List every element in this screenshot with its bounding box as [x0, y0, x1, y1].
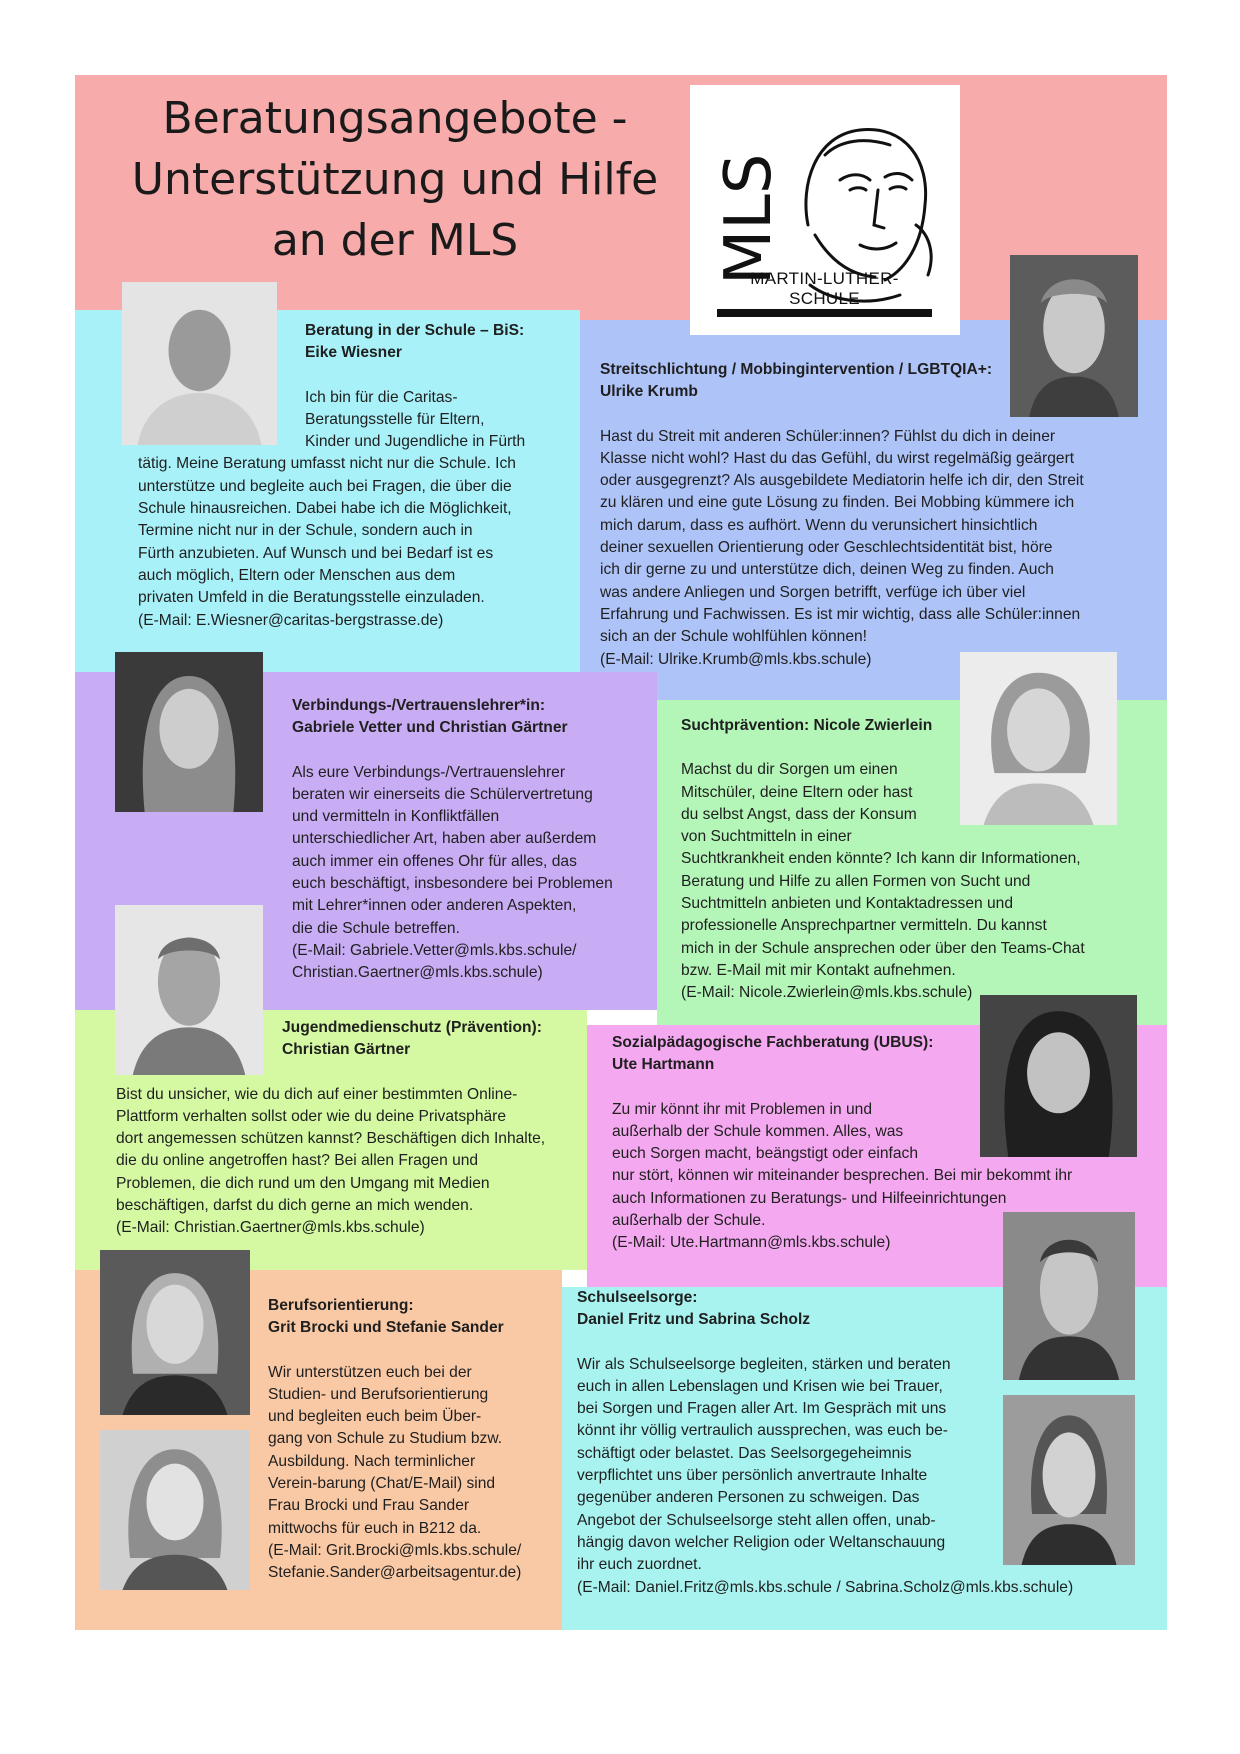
- bis-intro-line: Beratungsstelle für Eltern,: [305, 410, 485, 428]
- section-sozial: [612, 1032, 1152, 1255]
- sucht-body-line: Suchtkrankheit enden könnte? Ich kann dir Informationen,: [681, 850, 1081, 868]
- bis-body-line: unterstütze und begleite auch bei Fragen, die über die: [138, 477, 512, 495]
- beruf-heading-line-2: Grit Brocki und Stefanie Sander: [268, 1319, 504, 1337]
- vertrauen-body-line: Als eure Verbindungs-/Vertrauenslehrer: [292, 763, 566, 781]
- seelsorge-body-line: gegenüber anderen Personen zu schweigen. Das: [577, 1489, 920, 1507]
- sucht-body-line: von Suchtmitteln in einer: [681, 828, 852, 846]
- medien-body-line: die du online angetroffen hast? Bei allen Fragen und: [116, 1152, 479, 1170]
- bis-intro: [305, 387, 568, 454]
- sozial-body-line: euch Sorgen macht, beängstigt oder einfach: [612, 1145, 919, 1163]
- streit-body-line: Klasse nicht wohl? Hast du das Gefühl, du wirst regelmäßig geärgert: [600, 449, 1075, 467]
- medien-email[interactable]: (E-Mail: Christian.Gaertner@mls.kbs.schule): [116, 1219, 425, 1237]
- seelsorge-body-line: verpflichtet uns über persönlich anvertraute Inhalte: [577, 1467, 928, 1485]
- sucht-heading: Suchtprävention: Nicole Zwierlein: [681, 717, 933, 734]
- bis-body-line: privaten Umfeld in die Beratungsstelle einzuladen.: [138, 589, 485, 607]
- vertrauen-body-line: unterschiedlicher Art, haben aber außerdem: [292, 830, 597, 848]
- title-line-2: Unterstützung und Hilfe: [131, 154, 659, 205]
- vertrauen-heading-line-2: Gabriele Vetter und Christian Gärtner: [292, 719, 568, 737]
- section-beruf: [268, 1295, 558, 1585]
- streit-heading-line-1: Streitschlichtung / Mobbingintervention / LGBTQIA+:: [600, 361, 993, 378]
- photo-gabriele-vetter: [115, 652, 263, 812]
- beruf-body-line: und begleiten euch beim Über-: [268, 1408, 482, 1426]
- vertrauen-body-line: auch immer ein offenes Ohr für alles, das: [292, 852, 577, 870]
- streit-body-line: oder ausgegrenzt? Als ausgebildete Mediatorin helfe ich dir, den Streit: [600, 472, 1084, 490]
- streit-body-line: sich an der Schule wohlfühlen können!: [600, 628, 868, 646]
- bis-body-line: auch möglich, Eltern oder Menschen aus dem: [138, 566, 456, 584]
- sucht-email[interactable]: (E-Mail: Nicole.Zwierlein@mls.kbs.schule): [681, 984, 973, 1002]
- vertrauen-body-line: und vermitteln in Konfliktfällen: [292, 808, 500, 826]
- logo-underline: [717, 309, 932, 317]
- logo-letters: MLS: [712, 153, 786, 285]
- beruf-body-line: Studien- und Berufsorientierung: [268, 1385, 489, 1403]
- title-line-3: an der MLS: [271, 215, 519, 266]
- streit-body-line: Erfahrung und Fachwissen. Es ist mir wichtig, dass alle Schüler:innen: [600, 605, 1081, 623]
- sozial-body-line: außerhalb der Schule.: [612, 1212, 766, 1230]
- vertrauen-heading-line-1: Verbindungs-/Vertrauenslehrer*in:: [292, 697, 546, 714]
- section-sucht: [681, 715, 1151, 1005]
- photo-grit-brocki: [100, 1250, 250, 1415]
- sozial-heading-line-1: Sozialpädagogische Fachberatung (UBUS):: [612, 1034, 934, 1051]
- school-logo: [690, 85, 960, 335]
- page-title: [105, 88, 685, 271]
- section-seelsorge: [577, 1287, 1097, 1599]
- vertrauen-body-line: mit Lehrer*innen oder anderen Aspekten,: [292, 897, 577, 915]
- sozial-body-line: nur stört, können wir miteinander besprechen. Bei mir bekommt ihr: [612, 1167, 1073, 1185]
- bis-heading-line-2: Eike Wiesner: [305, 344, 402, 362]
- seelsorge-body-line: könnt ihr völlig vertraulich aussprechen, was euch be-: [577, 1422, 948, 1440]
- sucht-body-line: professionelle Ansprechpartner vermitteln. Du kannst: [681, 917, 1047, 935]
- sozial-body-line: auch Informationen zu Beratungs- und Hilfeeinrichtungen: [612, 1189, 1007, 1207]
- sozial-body-line: Zu mir könnt ihr mit Problemen in und: [612, 1100, 872, 1118]
- beruf-body-line: Ausbildung. Nach terminlicher: [268, 1452, 476, 1470]
- sucht-body-line: du selbst Angst, dass der Konsum: [681, 805, 917, 823]
- beruf-email-2[interactable]: Stefanie.Sander@arbeitsagentur.de): [268, 1564, 522, 1582]
- streit-heading-line-2: Ulrike Krumb: [600, 383, 698, 401]
- sucht-body-line: Machst du dir Sorgen um einen: [681, 761, 898, 779]
- beruf-email-1[interactable]: (E-Mail: Grit.Brocki@mls.kbs.schule/: [268, 1541, 522, 1559]
- seelsorge-body-line: ihr euch zuordnet.: [577, 1556, 702, 1574]
- sozial-heading-line-2: Ute Hartmann: [612, 1056, 715, 1074]
- bis-heading-line-1: Beratung in der Schule – BiS:: [305, 322, 525, 339]
- medien-body-line: Plattform verhalten sollst oder wie du deine Privatsphäre: [116, 1107, 507, 1125]
- seelsorge-body-line: hängig davon welcher Religion oder Weltanschauung: [577, 1533, 946, 1551]
- streit-body-line: mich darum, dass es aufhört. Wenn du verunsichert hinsichtlich: [600, 516, 1038, 534]
- seelsorge-body-line: Wir als Schulseelsorge begleiten, stärken und beraten: [577, 1355, 951, 1373]
- sucht-body-line: Suchtmitteln anbieten und Kontaktadressen und: [681, 895, 1014, 913]
- beruf-body-line: Wir unterstützen euch bei der: [268, 1363, 472, 1381]
- seelsorge-email[interactable]: (E-Mail: Daniel.Fritz@mls.kbs.schule / Sabrina.Scholz@mls.kbs.schule): [577, 1578, 1074, 1596]
- seelsorge-body-line: schäftigt oder belastet. Das Seelsorgegeheimnis: [577, 1444, 912, 1462]
- bis-intro-line: Ich bin für die Caritas-: [305, 388, 458, 406]
- beruf-body-line: mittwochs für euch in B212 da.: [268, 1519, 482, 1537]
- vertrauen-body-line: beraten wir einerseits die Schülervertretung: [292, 785, 593, 803]
- seelsorge-heading-line-2: Daniel Fritz und Sabrina Scholz: [577, 1311, 811, 1329]
- seelsorge-body-line: euch in allen Lebenslagen und Krisen wie bei Trauer,: [577, 1377, 943, 1395]
- beruf-heading-line-1: Berufsorientierung:: [268, 1297, 414, 1314]
- seelsorge-heading-line-1: Schulseelsorge:: [577, 1289, 698, 1306]
- seelsorge-body-line: bei Sorgen und Fragen aller Art. Im Gespräch mit uns: [577, 1400, 947, 1418]
- vertrauen-email-2[interactable]: Christian.Gaertner@mls.kbs.schule): [292, 964, 543, 982]
- medien-body-line: Problemen, die dich rund um den Umgang mit Medien: [116, 1174, 490, 1192]
- section-bis: [138, 320, 568, 632]
- streit-body-line: ich dir gerne zu und unterstütze dich, deinen Weg zu finden. Auch: [600, 561, 1054, 579]
- bis-body-line: Fürth anzubieten. Auf Wunsch und bei Bedarf ist es: [138, 544, 494, 562]
- medien-heading: [282, 1017, 586, 1062]
- sucht-body-line: mich in der Schule ansprechen oder über den Teams-Chat: [681, 939, 1085, 957]
- sucht-body-line: bzw. E-Mail mit mir Kontakt aufnehmen.: [681, 961, 956, 979]
- bis-intro-line: Kinder und Jugendliche in Fürth: [305, 433, 526, 451]
- streit-body-line: deiner sexuellen Orientierung oder Geschlechtsidentität bist, höre: [600, 539, 1053, 557]
- medien-body-line: beschäftigen, darfst du dich gerne an mich wenden.: [116, 1197, 474, 1215]
- medien-body-line: dort angemessen schützen kannst? Beschäftigen dich Inhalte,: [116, 1130, 546, 1148]
- sozial-email[interactable]: (E-Mail: Ute.Hartmann@mls.kbs.schule): [612, 1234, 891, 1252]
- section-medien: [116, 1017, 586, 1240]
- seelsorge-body-line: Angebot der Schulseelsorge steht allen offen, unab-: [577, 1511, 936, 1529]
- bis-email[interactable]: (E-Mail: E.Wiesner@caritas-bergstrasse.de): [138, 611, 444, 629]
- bis-body-line: Termine nicht nur in der Schule, sondern auch in: [138, 522, 473, 540]
- section-streit: [600, 359, 1140, 671]
- streit-email[interactable]: (E-Mail: Ulrike.Krumb@mls.kbs.schule): [600, 650, 872, 668]
- medien-heading-line-1: Jugendmedienschutz (Prävention):: [282, 1019, 542, 1036]
- beruf-body-line: Verein-barung (Chat/E-Mail) sind: [268, 1475, 496, 1493]
- medien-body-line: Bist du unsicher, wie du dich auf einer bestimmten Online-: [116, 1085, 518, 1103]
- vertrauen-body-line: euch beschäftigt, insbesondere bei Problemen: [292, 875, 613, 893]
- sucht-body-line: Mitschüler, deine Eltern oder hast: [681, 783, 913, 801]
- beruf-body-line: Frau Brocki und Frau Sander: [268, 1497, 470, 1515]
- sucht-body-line: Beratung und Hilfe zu allen Formen von Sucht und: [681, 872, 1031, 890]
- streit-body-line: was andere Anliegen und Sorgen betrifft, verfüge ich über viel: [600, 583, 1026, 601]
- bis-heading: [305, 320, 568, 365]
- streit-body-line: Hast du Streit mit anderen Schüler:innen? Fühlst du dich in deiner: [600, 427, 1056, 445]
- sozial-body-line: außerhalb der Schule kommen. Alles, was: [612, 1122, 904, 1140]
- photo-stefanie-sander: [100, 1430, 250, 1590]
- vertrauen-body-line: die die Schule betreffen.: [292, 919, 460, 937]
- bis-body-line: tätig. Meine Beratung umfasst nicht nur die Schule. Ich: [138, 455, 516, 473]
- streit-body-line: zu klären und eine gute Lösung zu finden. Bei Mobbing kümmere ich: [600, 494, 1075, 512]
- logo-caption: MARTIN-LUTHER-SCHULE: [750, 269, 899, 308]
- bis-body-line: Schule hinausreichen. Dabei habe ich die Möglichkeit,: [138, 500, 512, 518]
- beruf-body-line: gang von Schule zu Studium bzw.: [268, 1430, 503, 1448]
- title-line-1: Beratungsangebote -: [162, 93, 628, 144]
- vertrauen-email-1[interactable]: (E-Mail: Gabriele.Vetter@mls.kbs.schule/: [292, 941, 577, 959]
- section-vertrauen: [292, 695, 652, 985]
- medien-heading-line-2: Christian Gärtner: [282, 1041, 411, 1059]
